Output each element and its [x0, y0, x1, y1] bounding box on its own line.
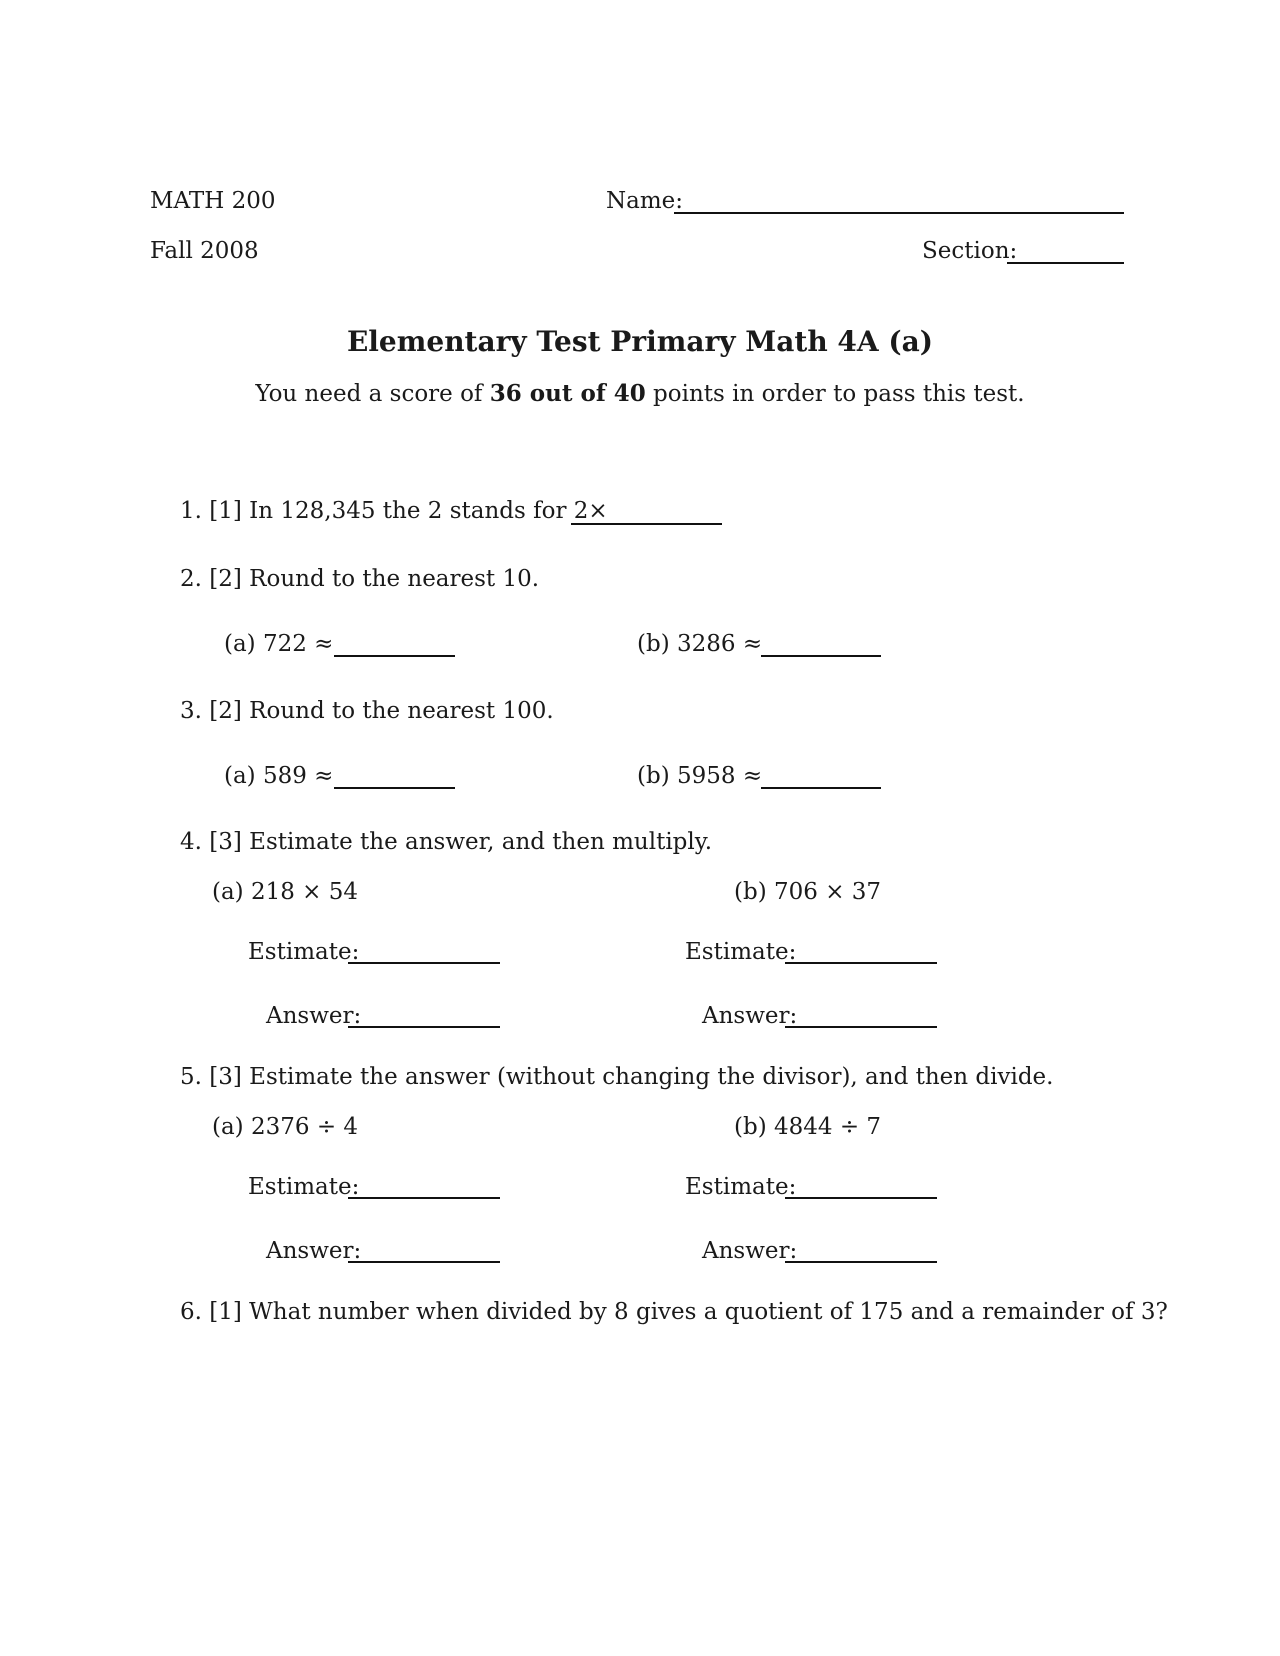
q4b-estimate-line[interactable] — [785, 962, 937, 964]
q2-part-b-label: (b) 3286 ≈ — [637, 631, 763, 657]
question-number: 5. — [180, 1064, 202, 1090]
pass-requirement — [0, 382, 1280, 406]
q4b-estimate-label: Estimate: — [685, 939, 797, 965]
name-field-label: Name: — [606, 188, 684, 214]
section-field-label: Section: — [922, 238, 1018, 264]
answer-line-q1[interactable] — [571, 523, 722, 525]
q5b-answer-line[interactable] — [785, 1261, 937, 1263]
q5a-estimate-label: Estimate: — [248, 1174, 360, 1200]
pass-requirement-pre: You need a score of — [255, 381, 483, 407]
q3-part-a-label: (a) 589 ≈ — [224, 763, 334, 789]
pass-requirement-score: 36 out of 40 — [489, 380, 646, 407]
q4a-estimate-line[interactable] — [348, 962, 500, 964]
question-2 — [180, 568, 539, 591]
question-number: 3. — [180, 698, 202, 724]
question-6 — [180, 1301, 1168, 1324]
question-points: [3] — [209, 1064, 242, 1090]
course-label: MATH 200 — [150, 188, 276, 214]
question-points: [3] — [209, 829, 242, 855]
answer-line-q2a[interactable] — [334, 655, 455, 657]
question-points: [1] — [209, 498, 242, 524]
page-title: Elementary Test Primary Math 4A (a) — [346, 325, 934, 358]
q5b-answer-label: Answer: — [702, 1238, 798, 1264]
q5b-estimate-label: Estimate: — [685, 1174, 797, 1200]
question-points: [2] — [209, 566, 242, 592]
question-text: What number when divided by 8 gives a quotient of 175 and a remainder of 3? — [249, 1299, 1168, 1325]
q5-part-b-label: (b) 4844 ÷ 7 — [734, 1114, 882, 1140]
q4b-answer-line[interactable] — [785, 1026, 937, 1028]
q4a-answer-label: Answer: — [266, 1003, 362, 1029]
q5a-answer-label: Answer: — [266, 1238, 362, 1264]
question-5 — [180, 1066, 1053, 1089]
question-text: Estimate the answer, and then multiply. — [249, 829, 713, 855]
question-points: [2] — [209, 698, 242, 724]
question-text: Estimate the answer (without changing the divisor), and then divide. — [249, 1064, 1054, 1090]
q4-part-b-label: (b) 706 × 37 — [734, 879, 882, 905]
term-label: Fall 2008 — [150, 238, 259, 264]
q4b-answer-label: Answer: — [702, 1003, 798, 1029]
q2-part-a-label: (a) 722 ≈ — [224, 631, 334, 657]
q5a-answer-line[interactable] — [348, 1261, 500, 1263]
question-text: Round to the nearest 100. — [249, 698, 554, 724]
question-number: 6. — [180, 1299, 202, 1325]
question-number: 1. — [180, 498, 202, 524]
q4-part-a-label: (a) 218 × 54 — [212, 879, 359, 905]
answer-line-q2b[interactable] — [761, 655, 881, 657]
q4a-estimate-label: Estimate: — [248, 939, 360, 965]
pass-requirement-post: points in order to pass this test. — [653, 381, 1025, 407]
q5a-estimate-line[interactable] — [348, 1197, 500, 1199]
question-1 — [180, 500, 608, 523]
question-number: 4. — [180, 829, 202, 855]
answer-line-q3b[interactable] — [761, 787, 881, 789]
name-input-line[interactable] — [674, 212, 1124, 214]
question-4 — [180, 831, 712, 854]
question-3 — [180, 700, 554, 723]
section-input-line[interactable] — [1007, 262, 1124, 264]
question-points: [1] — [209, 1299, 242, 1325]
q5-part-a-label: (a) 2376 ÷ 4 — [212, 1114, 359, 1140]
question-text: Round to the nearest 10. — [249, 566, 540, 592]
question-text: In 128,345 the 2 stands for 2× — [249, 498, 608, 524]
q4a-answer-line[interactable] — [348, 1026, 500, 1028]
question-number: 2. — [180, 566, 202, 592]
q5b-estimate-line[interactable] — [785, 1197, 937, 1199]
answer-line-q3a[interactable] — [334, 787, 455, 789]
q3-part-b-label: (b) 5958 ≈ — [637, 763, 763, 789]
